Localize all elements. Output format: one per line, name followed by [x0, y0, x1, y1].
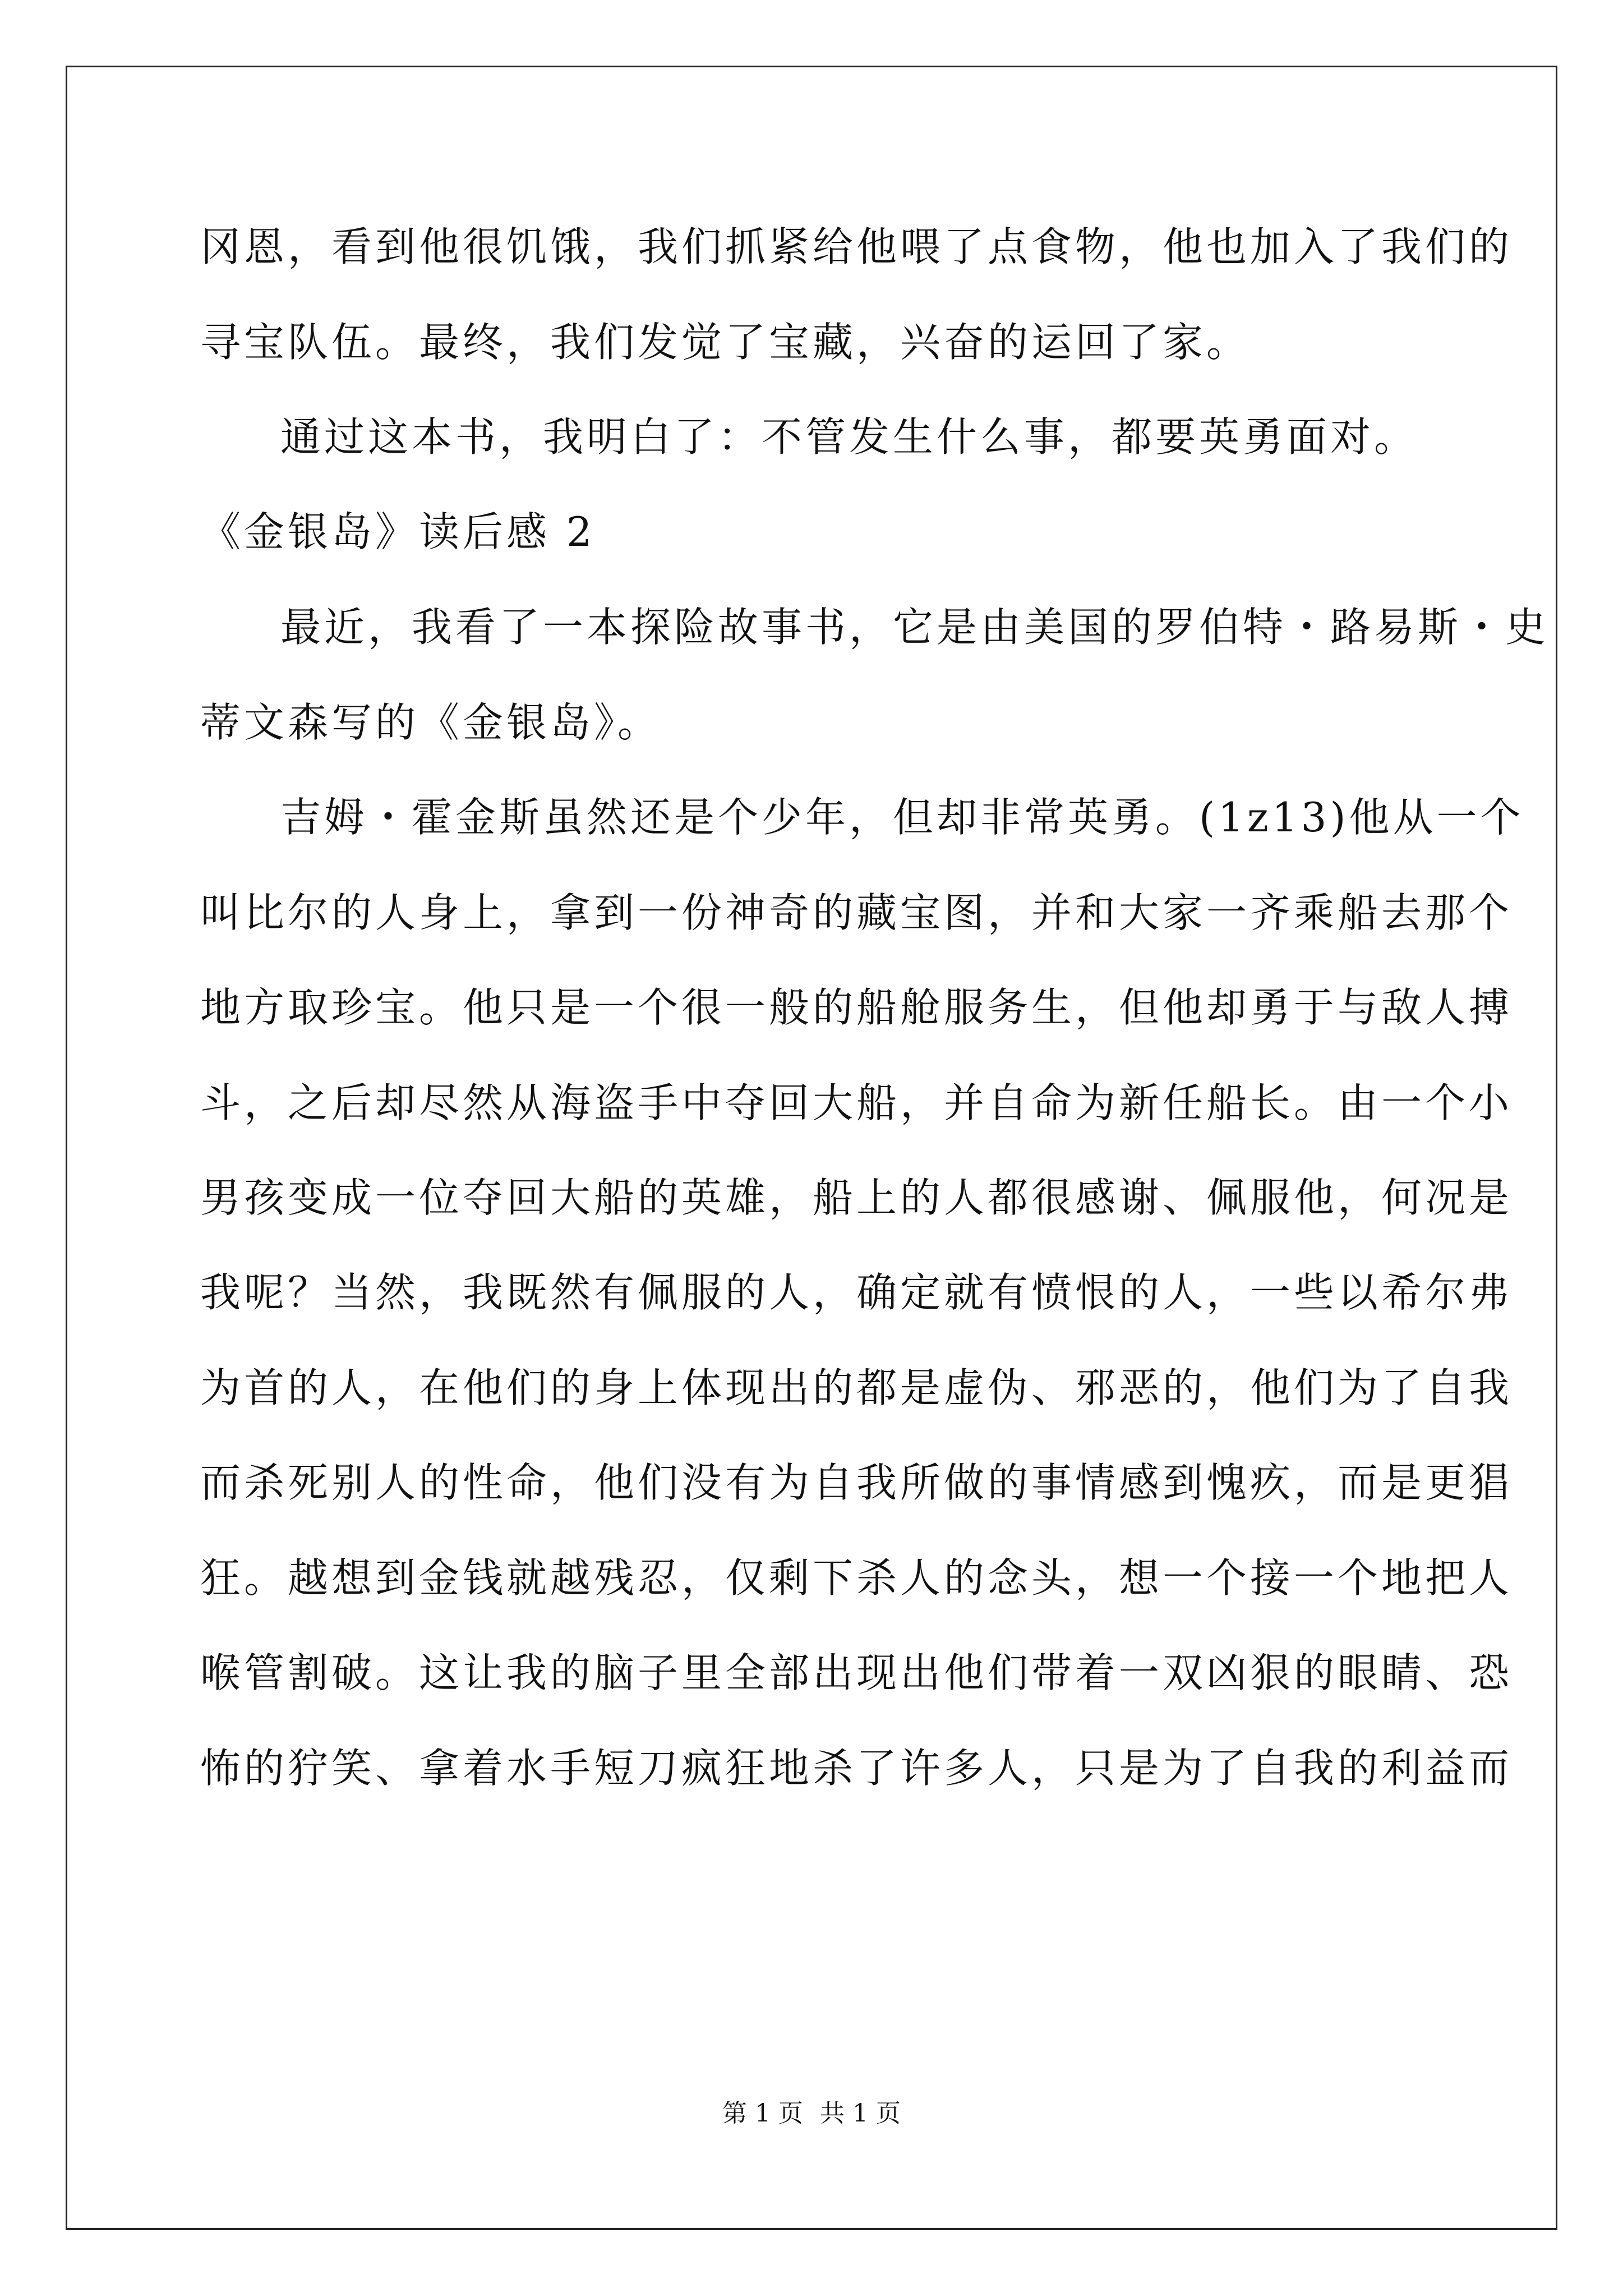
page-footer — [0, 2097, 1623, 2131]
page-border — [66, 66, 1557, 2230]
text-line: 蒂文森写的《金银岛》。 — [200, 699, 662, 746]
text-line: 怖的狞笑、拿着水手短刀疯狂地杀了许多人，只是为了自我的利益而 — [200, 1745, 1513, 1792]
text-line: 而杀死别人的性命，他们没有为自我所做的事情感到愧疚，而是更猖 — [200, 1459, 1513, 1506]
section-heading: 《金银岛》读后感 2 — [200, 508, 596, 555]
text-line: 男孩变成一位夺回大船的英雄，船上的人都很感谢、佩服他，何况是 — [200, 1174, 1513, 1221]
text-line: 通过这本书，我明白了：不管发生什么事，都要英勇面对。 — [280, 413, 1418, 461]
text-line: 我呢？当然，我既然有佩服的人，确定就有愤恨的人，一些以希尔弗 — [200, 1269, 1513, 1316]
text-line: 冈恩，看到他很饥饿，我们抓紧给他喂了点食物，他也加入了我们的 — [200, 223, 1513, 270]
text-line: 喉管割破。这让我的脑子里全部出现出他们带着一双凶狠的眼睛、恐 — [200, 1649, 1513, 1696]
text-line: 吉姆・霍金斯虽然还是个少年，但却非常英勇。(1z13)他从一个 — [280, 794, 1524, 841]
text-line: 寻宝队伍。最终，我们发觉了宝藏，兴奋的运回了家。 — [200, 319, 1251, 366]
text-line: 狂。越想到金钱就越残忍，仅剩下杀人的念头，想一个接一个地把人 — [200, 1554, 1513, 1602]
text-line: 为首的人，在他们的身上体现出的都是虚伪、邪恶的，他们为了自我 — [200, 1364, 1513, 1411]
page-number: 第 1 页 — [722, 2099, 803, 2128]
text-line: 斗，之后却尽然从海盗手中夺回大船，并自命为新任船长。由一个小 — [200, 1079, 1513, 1126]
page-total: 共 1 页 — [820, 2099, 901, 2128]
text-line: 最近，我看了一本探险故事书，它是由美国的罗伯特・路易斯・史 — [280, 604, 1550, 651]
text-line: 叫比尔的人身上，拿到一份神奇的藏宝图，并和大家一齐乘船去那个 — [200, 889, 1513, 936]
text-line: 地方取珍宝。他只是一个很一般的船舱服务生，但他却勇于与敌人搏 — [200, 984, 1513, 1031]
